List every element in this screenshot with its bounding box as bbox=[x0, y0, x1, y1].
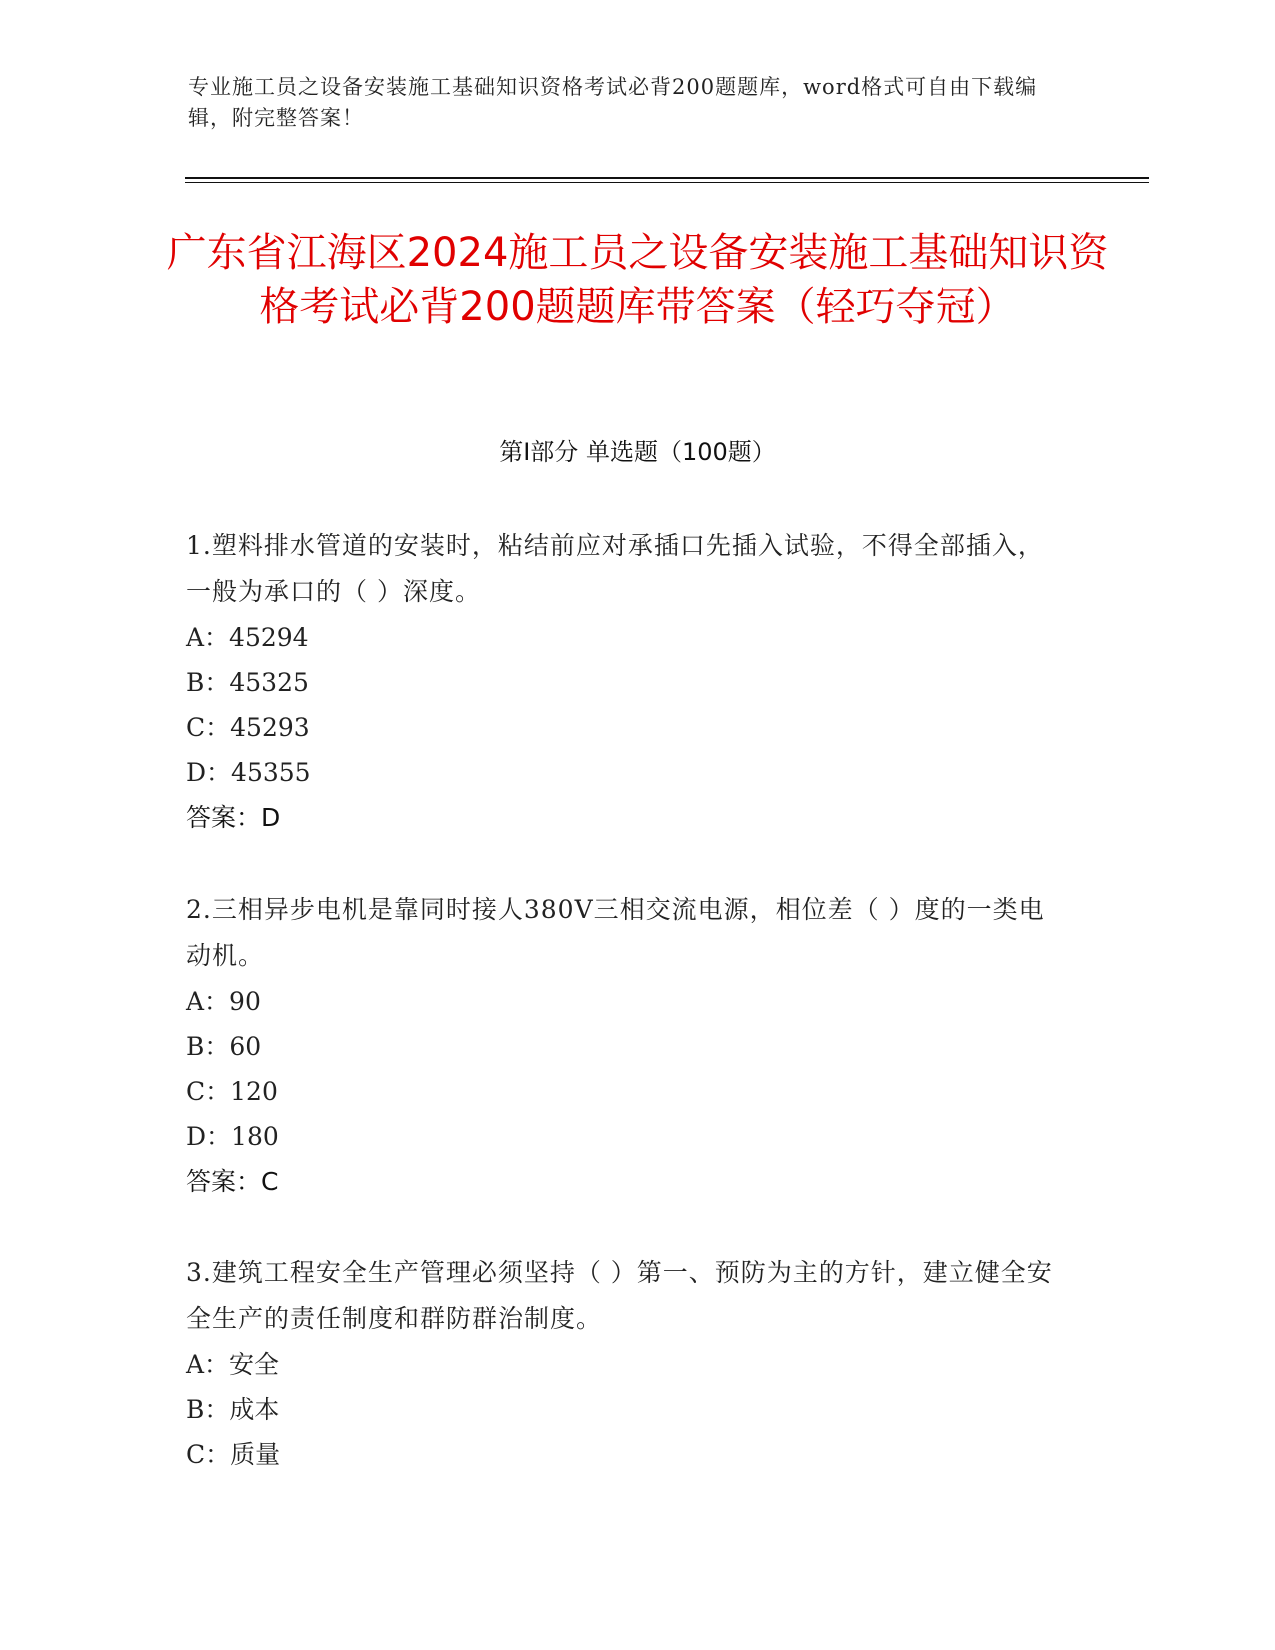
question-item bbox=[186, 1250, 1066, 1477]
header-divider-thick bbox=[185, 177, 1149, 179]
question-stem: 2.三相异步电机是靠同时接人380V三相交流电源，相位差（ ）度的一类电动机。 bbox=[186, 895, 1045, 970]
question-stem: 1.塑料排水管道的安装时，粘结前应对承插口先插入试验，不得全部插入，一般为承口的（ ）深度。 bbox=[186, 531, 1044, 606]
question-item bbox=[186, 523, 1066, 840]
document-title: 广东省江海区2024施工员之设备安装施工基础知识资格考试必背200题题库带答案（轻巧夺冠） bbox=[166, 230, 1109, 330]
question-answer: 答案：D bbox=[186, 803, 281, 832]
question-answer: 答案：C bbox=[186, 1167, 279, 1196]
question-option-a: A：安全 bbox=[186, 1350, 280, 1379]
question-option-b: B：45325 bbox=[186, 668, 309, 697]
question-option-b: B：成本 bbox=[186, 1395, 280, 1424]
question-option-c: C：质量 bbox=[186, 1440, 281, 1469]
header-note: 专业施工员之设备安装施工基础知识资格考试必背200题题库，word格式可自由下载编辑，附完整答案！ bbox=[188, 75, 1038, 130]
question-option-a: A：90 bbox=[186, 987, 261, 1016]
question-option-d: D：45355 bbox=[186, 758, 311, 787]
question-option-c: C：120 bbox=[186, 1077, 278, 1106]
question-item bbox=[186, 887, 1066, 1204]
section-title: 第I部分 单选题（100题） bbox=[499, 438, 776, 466]
question-stem: 3.建筑工程安全生产管理必须坚持（ ）第一、预防为主的方针，建立健全安全生产的责任制度和群防群治制度。 bbox=[186, 1258, 1053, 1333]
question-option-c: C：45293 bbox=[186, 713, 310, 742]
question-option-b: B：60 bbox=[186, 1032, 262, 1061]
question-option-d: D：180 bbox=[186, 1122, 279, 1151]
header-divider-thin bbox=[185, 182, 1149, 183]
question-option-a: A：45294 bbox=[186, 623, 309, 652]
